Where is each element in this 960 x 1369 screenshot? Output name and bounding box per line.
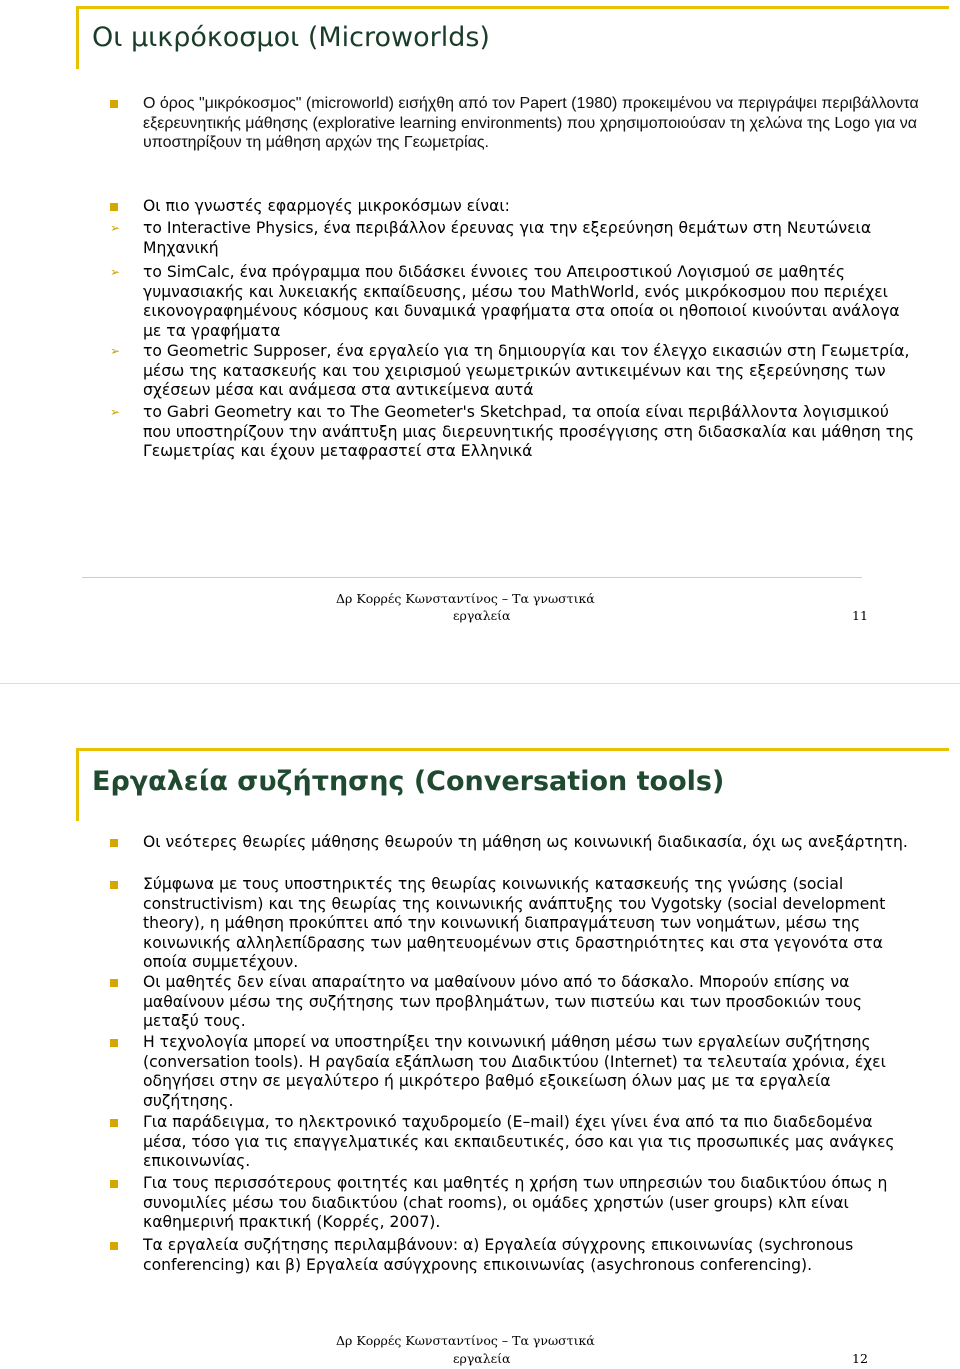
arrow-bullet-icon: ➢ xyxy=(110,221,121,235)
square-bullet-icon xyxy=(110,100,118,108)
square-bullet-icon xyxy=(110,839,118,847)
slide2-title: Εργαλεία συζήτησης (Conversation tools) xyxy=(92,766,725,797)
slide2-footer-author-line2: εργαλεία xyxy=(453,1351,511,1366)
slide2-page-number: 12 xyxy=(852,1351,868,1366)
slide2-bullet-4: Η τεχνολογία μπορεί να υποστηρίξει την κοινωνική μάθηση μέσω των εργαλείων συζήτησης (conversation tools). Η ραγδαία εξάπλωση του Διαδικτύου (Internet) τα τελευταία χρόνια, έχει οδηγήσει στην σε μεγαλύτερο ή μικρότερο βαθμό εξοικείωση όλων μας με τα εργαλεία συζήτησης. xyxy=(110,1033,920,1111)
slide1-footer-author: Δρ Κορρές Κωνσταντίνος – Τα γνωστικά xyxy=(336,591,595,606)
arrow-bullet-icon: ➢ xyxy=(110,344,121,358)
arrow-bullet-icon: ➢ xyxy=(110,405,121,419)
slide1-title: Οι μικρόκοσμοι (Microworlds) xyxy=(92,22,490,53)
slide2-bullet-6: Για τους περισσότερους φοιτητές και μαθητές η χρήση των υπηρεσιών του διαδικτύου όπως η συνομιλίες μέσω του διαδικτύου (chat rooms), οι ομάδες χρηστών (user groups) κλπ είναι καθημερινή πρακτική (Κορρές, 2007). xyxy=(110,1174,920,1233)
page-separator xyxy=(0,683,960,684)
square-bullet-icon xyxy=(110,1242,118,1250)
square-bullet-icon xyxy=(110,203,118,211)
square-bullet-icon xyxy=(110,979,118,987)
slide2-bullet-7: Τα εργαλεία συζήτησης περιλαμβάνουν: α) Εργαλεία σύγχρονης επικοινωνίας (sychronous conferencing) και β) Εργαλεία ασύγχρονης επικοινωνίας (asychronous conferencing). xyxy=(110,1236,920,1275)
slide1-page-number: 11 xyxy=(852,608,868,623)
slide2-bullet-5: Για παράδειγμα, το ηλεκτρονικό ταχυδρομείο (E–mail) έχει γίνει ένα από τα πιο διαδεδομένα μέσα, τόσο για τις επαγγελματικές και εκπαιδευτικές, όσο και για τις προσωπικές μας ανάγκες επικοινωνίας. xyxy=(110,1113,920,1172)
slide1-arrow-item-2: ➢ το SimCalc, ένα πρόγραμμα που διδάσκει έννοιες του Απειροστικού Λογισμού σε μαθητές γυμνασιακής και λυκειακής εκπαίδευσης, μέσω του MathWorld, ενός μικρόκοσμου που περιέχει εικονογραφημένους κόσμους και δυναμικά γραφήματα στα οποία οι ηθοποιοί κινούνται ανάλογα με τα γραφήματα xyxy=(110,263,900,340)
arrow-bullet-icon: ➢ xyxy=(110,265,121,279)
square-bullet-icon xyxy=(110,881,118,889)
square-bullet-icon xyxy=(110,1119,118,1127)
slide2-bullet-2: Σύμφωνα με τους υποστηρικτές της θεωρίας κοινωνικής κατασκευής της γνώσης (social constructivism) και της θεωρίας της κοινωνικής ανάπτυξης του Vygotsky (social development theory), η μάθηση προκύπτει από την κοινωνική διαπραγμάτευση των νοημάτων, μέσω της κοινωνικής αλληλεπίδρασης των μαθητευομένων στις δραστηριότητες και στα γεγονότα στα οποία συμμετέχουν. xyxy=(110,875,920,973)
slide2-bullet-3: Οι μαθητές δεν είναι απαραίτητο να μαθαίνουν μόνο από το δάσκαλο. Μπορούν επίσης να μαθαίνουν μέσω της συζήτησης των προβλημάτων, των πιστεύω και των προσδοκιών τους μεταξύ τους. xyxy=(110,973,920,1032)
square-bullet-icon xyxy=(110,1039,118,1047)
slide1-footer-divider xyxy=(82,577,862,578)
square-bullet-icon xyxy=(110,1180,118,1188)
slide1-arrow-item-3: ➢ το Geometric Supposer, ένα εργαλείο για τη δημιουργία και τον έλεγχο εικασιών στη Γεωμετρία, μέσω της κατασκευής και του χειρισμού γεωμετρικών αντικειμένων και της εξερεύνησης των σχέσεων μέσα και ανάμεσα στα αντικείμενα αυτά xyxy=(110,342,910,399)
slide1-footer-author-line2: εργαλεία xyxy=(453,608,511,623)
slide1-bullet-2: Οι πιο γνωστές εφαρμογές μικροκόσμων είναι: xyxy=(110,197,920,217)
slide1-arrow-item-1: ➢ το Interactive Physics, ένα περιβάλλον έρευνας για την εξερεύνηση θεμάτων στη Νευτώνεια Μηχανική xyxy=(110,219,872,257)
slide2-footer-author: Δρ Κορρές Κωνσταντίνος – Τα γνωστικά xyxy=(336,1333,595,1348)
slide1-arrow-item-4: ➢ το Gabri Geometry και το The Geometer's Sketchpad, τα οποία είναι περιβάλλοντα λογισμικού που υποστηρίζουν την ανάπτυξη μιας διερευνητικής προσέγγισης στη διδασκαλία και μάθηση της Γεωμετρίας και έχουν μεταφραστεί στα Ελληνικά xyxy=(110,403,915,460)
slide1-bullet-1: Ο όρος "μικρόκοσμος" (microworld) εισήχθη από τον Papert (1980) προκειμένου να περιγράψει περιβάλλοντα εξερευνητικής μάθησης (explorative learning environments) που χρησιμοποιούσαν τη χελώνα της Logo για να υποστηρίξουν τη μάθηση αρχών της Γεωμετρίας. xyxy=(110,94,920,153)
slide2-bullet-1: Οι νεότερες θεωρίες μάθησης θεωρούν τη μάθηση ως κοινωνική διαδικασία, όχι ως ανεξάρτητη. xyxy=(110,833,920,853)
